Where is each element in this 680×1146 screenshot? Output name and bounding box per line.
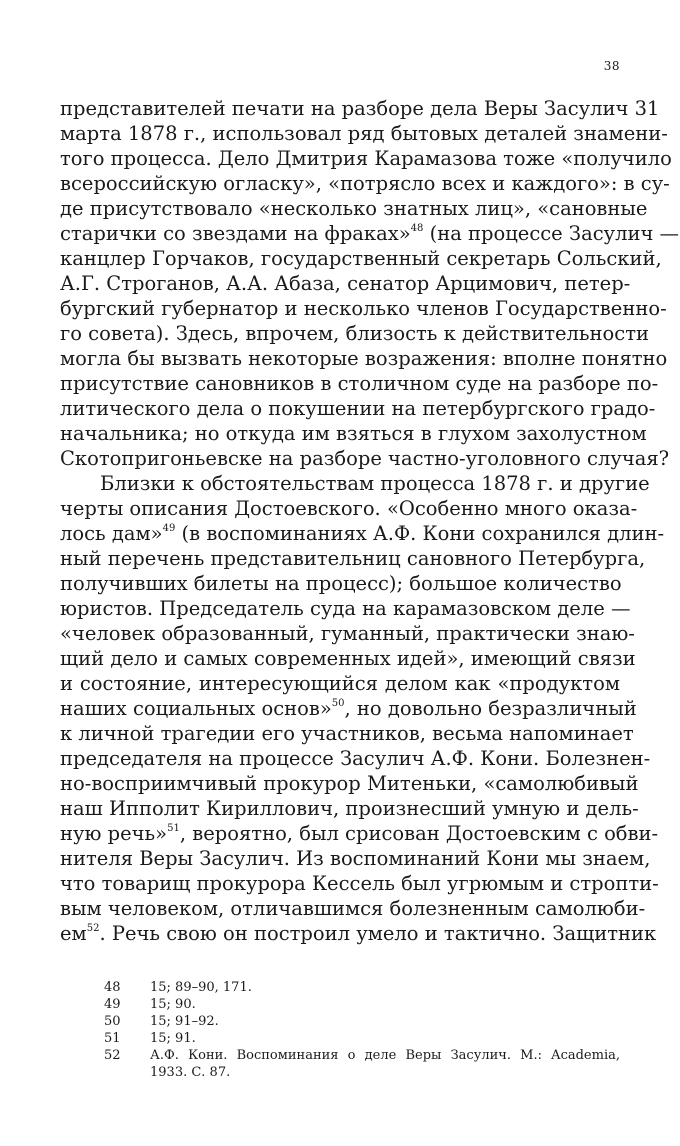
- footnote-text: [150, 996, 620, 1013]
- text-line-content: наш Ипполит Кириллович, произнесший умную и дель-: [60, 797, 639, 820]
- text-line-content: го совета). Здесь, впрочем, близость к действительности: [60, 322, 649, 345]
- text-line: [60, 496, 638, 521]
- text-line: [60, 821, 659, 846]
- text-line: [60, 596, 631, 621]
- text-line-content: начальника; но откуда им взяться в глухом захолустном: [60, 422, 647, 445]
- text-line: [60, 771, 639, 796]
- text-line-content: вым человеком, отличавшимся болезненным самолюби-: [60, 897, 646, 920]
- footnotes: [104, 979, 620, 1081]
- text-line-content: получивших билеты на процесс); большое количество: [60, 572, 622, 595]
- text-line-content: ную речь»: [60, 822, 168, 845]
- text-line-content: но-восприимчивый прокурор Митеньки, «самолюбивый: [60, 772, 639, 795]
- text-line-content: председателя на процессе Засулич А.Ф. Кони. Болезнен-: [60, 747, 651, 770]
- text-line: [60, 871, 659, 896]
- text-line: [60, 896, 646, 921]
- text-line: [60, 796, 639, 821]
- text-line: [60, 96, 660, 121]
- text-line-content: литического дела о покушении на петербургского градо-: [60, 397, 656, 420]
- text-line: [60, 721, 634, 746]
- text-line: [60, 696, 637, 721]
- footnote: [104, 996, 620, 1013]
- footnote: [104, 979, 620, 996]
- text-line-content: щий дело и самых современных идей», имеющий связи: [60, 647, 636, 670]
- text-line: [60, 171, 670, 196]
- footnote-text: [150, 1013, 620, 1030]
- footnote-text-line: 15; 90.: [150, 997, 196, 1012]
- footnote-text-line: 15; 91.: [150, 1031, 196, 1046]
- text-line-content: ный перечень представительниц сановного Петербурга,: [60, 547, 646, 570]
- footnote-text: [150, 979, 620, 996]
- text-line: [60, 271, 631, 296]
- text-line-continuation: , вероятно, был срисован Достоевским с обви-: [179, 822, 659, 845]
- text-line-continuation: . Речь свою он построил умело и тактично. Защитник: [99, 922, 657, 945]
- footnote-number: 52: [104, 1048, 121, 1063]
- footnote-text-line: 1933. С. 87.: [150, 1065, 231, 1080]
- text-line-content: присутствие сановников в столичном суде на разборе по-: [60, 372, 659, 395]
- page-number: 38: [603, 59, 620, 73]
- text-line: [60, 321, 649, 346]
- footnote-reference[interactable]: 48: [410, 223, 424, 234]
- footnote: [104, 1047, 620, 1081]
- text-line-content: марта 1878 г., использовал ряд бытовых деталей знамени-: [60, 122, 668, 145]
- footnote-text: [150, 1030, 620, 1047]
- text-line-continuation: (на процессе Засулич —: [423, 222, 680, 245]
- text-line: [60, 921, 657, 946]
- footnote-text-line: 15; 91–92.: [150, 1014, 219, 1029]
- footnote-reference[interactable]: 49: [162, 523, 176, 534]
- footnote-reference[interactable]: 51: [167, 823, 180, 834]
- text-line: [60, 846, 651, 871]
- text-line-content: нителя Веры Засулич. Из воспоминаний Кони мы знаем,: [60, 847, 651, 870]
- text-line-content: к личной трагедии его участников, весьма напоминает: [60, 722, 634, 745]
- text-line: [60, 396, 656, 421]
- footnote: [104, 1013, 620, 1030]
- footnote-text: [150, 1047, 620, 1081]
- text-line-content: лось дам»: [60, 522, 163, 545]
- text-line: [60, 246, 662, 271]
- text-line: [60, 446, 670, 471]
- text-line-content: старички со звездами на фраках»: [60, 222, 411, 245]
- text-line-content: «человек образованный, гуманный, практически знаю-: [60, 622, 635, 645]
- text-line-content: А.Г. Строганов, А.А. Абаза, сенатор Арцимович, петер-: [60, 272, 631, 295]
- text-line-content: канцлер Горчаков, государственный секретарь Сольский,: [60, 247, 662, 270]
- text-line-content: всероссийскую огласку», «потрясло всех и каждого»: в су-: [60, 172, 670, 195]
- footnote-number: 50: [104, 1014, 121, 1029]
- text-line: [60, 146, 672, 171]
- footnote-number: 49: [104, 997, 121, 1012]
- text-line: [60, 546, 646, 571]
- text-line: [60, 196, 648, 221]
- footnote: [104, 1030, 620, 1047]
- text-line: [60, 521, 665, 546]
- footnote-number: 51: [104, 1031, 121, 1046]
- text-line: [60, 471, 650, 496]
- text-line: [60, 621, 635, 646]
- text-line-content: того процесса. Дело Дмитрия Карамазова тоже «получило: [60, 147, 672, 170]
- text-line-continuation: , но довольно безразличный: [344, 697, 637, 720]
- text-line: [60, 646, 636, 671]
- main-text: [60, 96, 680, 946]
- text-line: [60, 571, 620, 596]
- text-line-content: наших социальных основ»: [60, 697, 332, 720]
- text-line: [60, 296, 667, 321]
- text-line: [60, 346, 668, 371]
- text-line-continuation: (в воспоминаниях А.Ф. Кони сохранился длин-: [175, 522, 665, 545]
- text-line-content: что товарищ прокурора Кессель был угрюмым и стропти-: [60, 872, 659, 895]
- text-line: [60, 746, 651, 771]
- text-line: [60, 121, 668, 146]
- text-line: [60, 221, 680, 246]
- text-line: [60, 671, 620, 696]
- text-line: [60, 371, 659, 396]
- footnote-text-line: А.Ф. Кони. Воспоминания о деле Веры Засулич. М.: Academia,: [150, 1048, 620, 1063]
- footnote-text-line: 15; 89–90, 171.: [150, 980, 252, 995]
- text-line-content: и состояние, интересующийся делом как «продуктом: [60, 672, 620, 695]
- text-line-content: черты описания Достоевского. «Особенно много оказа-: [60, 497, 638, 520]
- text-line: [60, 421, 647, 446]
- text-line-content: бургский губернатор и несколько членов Государственно-: [60, 297, 667, 320]
- text-line-content: ем: [60, 922, 87, 945]
- footnote-reference[interactable]: 52: [86, 923, 100, 934]
- text-line-content: могла бы вызвать некоторые возражения: вполне понятно: [60, 347, 668, 370]
- text-line-content: представителей печати на разборе дела Веры Засулич 31: [60, 97, 660, 120]
- text-line-content: Скотопригоньевске на разборе частно-уголовного случая?: [60, 447, 670, 470]
- text-line-content: юристов. Председатель суда на карамазовском деле —: [60, 597, 631, 620]
- footnote-number: 48: [104, 980, 121, 995]
- footnote-reference[interactable]: 50: [331, 698, 345, 709]
- text-line-content: де присутствовало «несколько знатных лиц», «сановные: [60, 197, 648, 220]
- text-line-content: Близки к обстоятельствам процесса 1878 г. и другие: [100, 472, 650, 495]
